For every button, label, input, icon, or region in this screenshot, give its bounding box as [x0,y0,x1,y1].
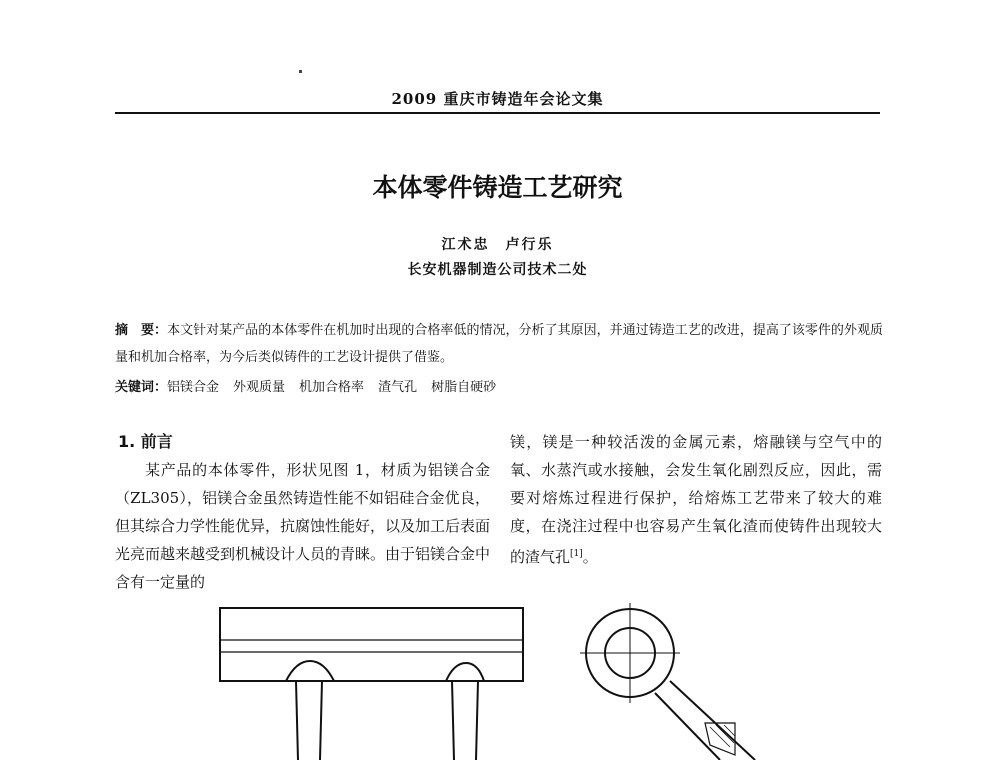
leg-left-edge [296,681,298,760]
section-heading: 1. 前言 [118,432,173,451]
scan-speck [299,70,302,73]
hatch-line [710,727,730,747]
side-view [580,603,755,760]
keywords-label: 关键词： [115,380,168,395]
keywords [115,374,883,401]
keyword: 树脂自硬砂 [431,380,497,395]
citation-ref: [1] [570,549,583,559]
affiliation: 长安机器制造公司技术二处 [407,262,588,278]
figure-1-drawing [200,595,820,760]
abstract [115,317,883,371]
keyword: 渣气孔 [378,380,418,395]
leg-right-edge [452,681,454,760]
leg-left-edge [320,681,322,760]
keyword: 外观质量 [233,380,286,395]
boss-left [286,661,334,681]
running-head: 2009 重庆市铸造年会论文集 [391,90,604,108]
body-text-end: 。 [582,548,598,566]
hatch-line [716,725,734,743]
paper-title: 本体零件铸造工艺研究 [372,173,623,202]
leg-right-edge [476,681,478,760]
arm-edge [655,693,720,760]
body-text: 镁，镁是一种较活泼的金属元素，熔融镁与空气中的氧、水蒸汽或水接触，会发生氧化剧烈反应，因此，需要对熔炼过程进行保护，给熔炼工艺带来了较大的难度，在浇注过程中也容易产生氧化渣而使铸件出现较大的渣气孔 [510,433,882,566]
boss-right [446,663,484,681]
abstract-text: 本文针对某产品的本体零件在机加时出现的合格率低的情况，分析了其原因，并通过铸造工艺的改进，提高了该零件的外观质量和机加合格率，为今后类似铸件的工艺设计提供了借鉴。 [115,323,883,365]
keyword: 机加合格率 [299,380,365,395]
body-column-right [510,428,882,571]
front-view [220,608,523,760]
authors: 江术忠 卢行乐 [441,237,554,253]
abstract-label: 摘 要： [115,323,168,338]
keyword: 铝镁合金 [167,380,220,395]
body-column-left: 某产品的本体零件，形状见图 1，材质为铝镁合金（ZL305），铝镁合金虽然铸造性能不如铝硅合金优良，但其综合力学性能优异，抗腐蚀性能好，以及加工后表面光亮而越来越受到机械设计人员的青睐。由于铝镁合金中含有一定量的 [115,461,491,591]
header-rule [115,112,880,114]
